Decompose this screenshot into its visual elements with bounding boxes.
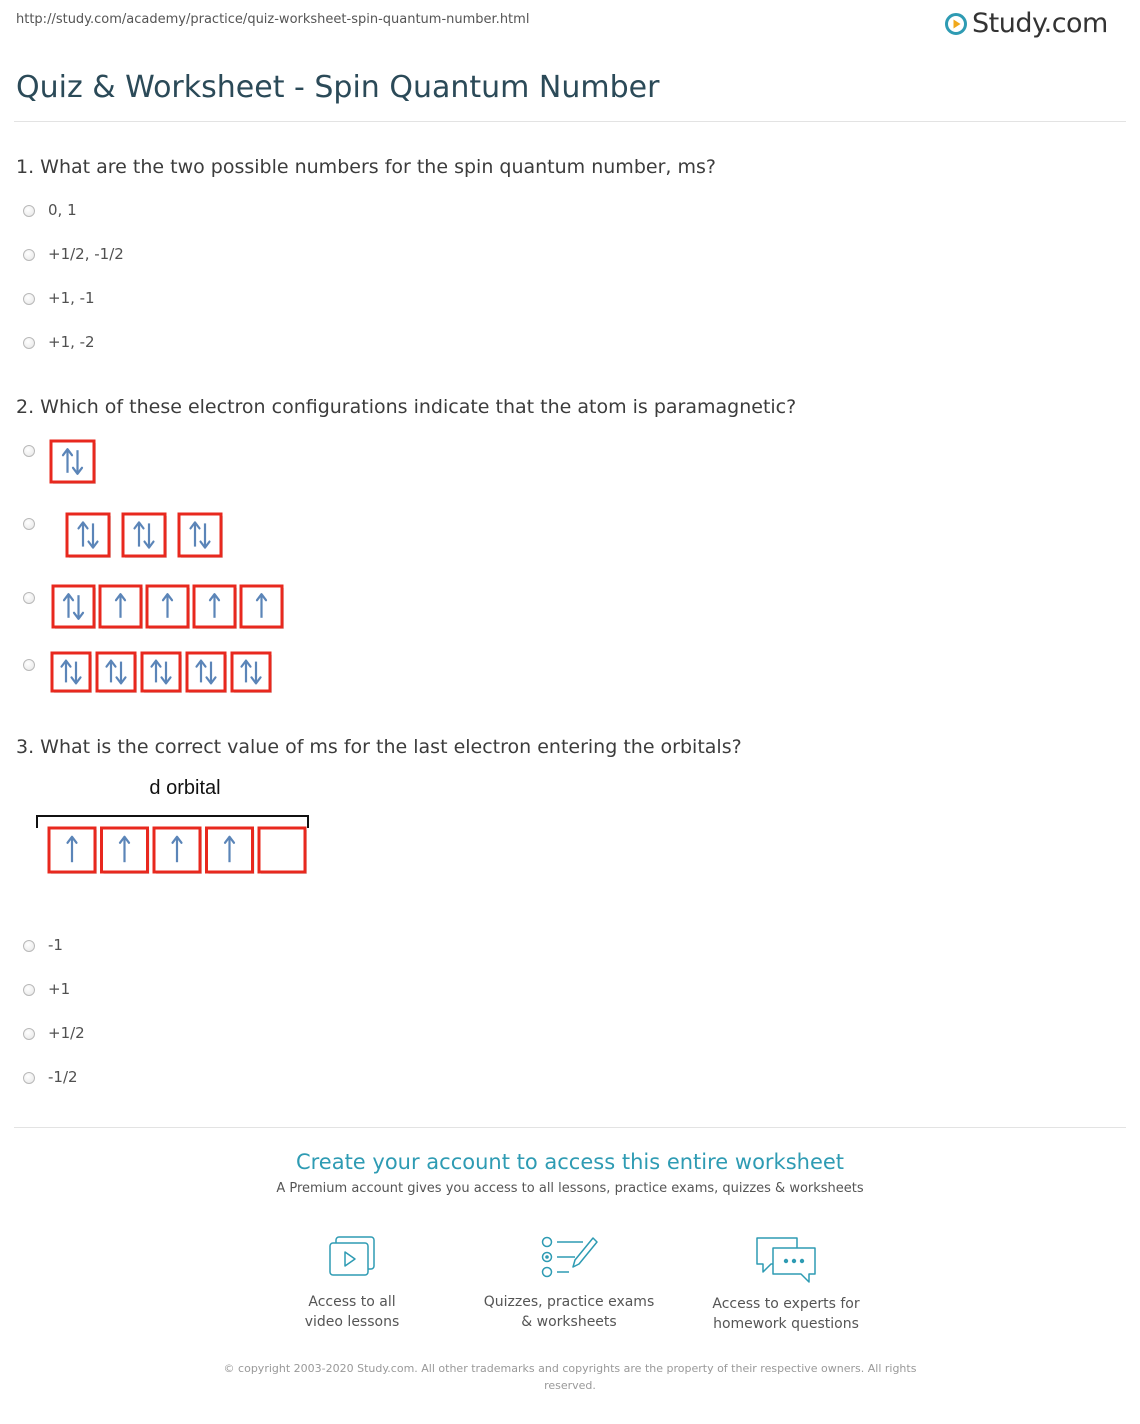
- cta-divider: [14, 1127, 1126, 1128]
- q2-option-4[interactable]: [23, 654, 35, 671]
- q1-option-3[interactable]: [23, 288, 95, 308]
- q1-option-1[interactable]: [23, 200, 77, 220]
- d-orbital-label: d orbital: [149, 777, 221, 799]
- radio-button[interactable]: [23, 592, 35, 604]
- orbital-box: [123, 514, 167, 558]
- cta-title[interactable]: Create your account to access this entire worksheet: [295, 1150, 845, 1174]
- option-label: +1, -1: [48, 289, 95, 307]
- q2-option-1[interactable]: [23, 440, 35, 457]
- orbital-box: [179, 514, 223, 558]
- option-label: 0, 1: [48, 201, 77, 219]
- q3-option-2[interactable]: [23, 979, 70, 999]
- orbital-box: [142, 653, 182, 693]
- orbital-box: [147, 586, 190, 629]
- q3-option-1[interactable]: [23, 935, 63, 955]
- play-logo-icon: [944, 12, 968, 36]
- d-orbital-figure: [30, 772, 320, 882]
- radio-button[interactable]: [23, 293, 35, 305]
- option-label: +1/2: [48, 1024, 85, 1042]
- orbital-box: [154, 828, 202, 874]
- copyright: © copyright 2003-2020 Study.com. All other trademarks and copyrights are the property of their respective owners. All rights reserved.: [223, 1362, 917, 1392]
- study-logo[interactable]: [944, 8, 1108, 39]
- question-1: 1. What are the two possible numbers for the spin quantum number, ms?: [16, 156, 716, 178]
- feature-quizzes: [469, 1234, 669, 1332]
- orbital-box: [53, 586, 96, 629]
- orbital-bracket: [37, 816, 308, 828]
- orbital-box: [232, 653, 272, 693]
- page-url: http://study.com/academy/practice/quiz-worksheet-spin-quantum-number.html: [16, 12, 530, 27]
- orbital-box: [97, 653, 137, 693]
- orbital-box: [194, 586, 237, 629]
- q2-option-3-diagram: [48, 583, 288, 633]
- orbital-box: [102, 828, 150, 874]
- q1-option-2[interactable]: [23, 244, 124, 264]
- orbital-box: [49, 828, 97, 874]
- q3-option-4[interactable]: [23, 1067, 78, 1087]
- orbital-box: [241, 586, 284, 629]
- option-label: -1/2: [48, 1068, 78, 1086]
- question-3: 3. What is the correct value of ms for the last electron entering the orbitals?: [16, 736, 742, 758]
- option-label: +1: [48, 980, 71, 998]
- q2-option-3[interactable]: [23, 587, 35, 604]
- radio-button[interactable]: [23, 445, 35, 457]
- q1-option-4[interactable]: [23, 332, 95, 352]
- radio-button[interactable]: [23, 1072, 35, 1084]
- radio-button[interactable]: [23, 940, 35, 952]
- option-label: +1, -2: [48, 333, 95, 351]
- radio-button[interactable]: [23, 249, 35, 261]
- radio-button[interactable]: [23, 984, 35, 996]
- quizzes-icon: [539, 1234, 599, 1282]
- experts-chat-icon: [753, 1234, 819, 1284]
- orbital-box: [187, 653, 227, 693]
- page-title: Quiz & Worksheet - Spin Quantum Number: [16, 70, 660, 105]
- title-divider: [14, 121, 1126, 122]
- radio-button[interactable]: [23, 1028, 35, 1040]
- orbital-box: [51, 441, 96, 484]
- question-2: 2. Which of these electron configurations indicate that the atom is paramagnetic?: [16, 396, 797, 418]
- video-lessons-icon: [326, 1234, 378, 1282]
- orbital-box: [207, 828, 255, 874]
- orbital-box: [100, 586, 143, 629]
- q2-option-2[interactable]: [23, 513, 35, 530]
- feature-text: Access to experts for homework questions: [712, 1296, 860, 1332]
- cta-subtitle: A Premium account gives you access to all lessons, practice exams, quizzes & worksheets: [276, 1181, 864, 1196]
- feature-text: Quizzes, practice exams & worksheets: [483, 1294, 655, 1330]
- option-label: -1: [48, 936, 63, 954]
- q3-option-3[interactable]: [23, 1023, 85, 1043]
- feature-video-lessons: [252, 1234, 452, 1332]
- logo-text: Study.com: [972, 8, 1108, 39]
- q2-option-4-diagram: [48, 650, 274, 696]
- radio-button[interactable]: [23, 659, 35, 671]
- feature-text: Access to all video lessons: [304, 1294, 400, 1330]
- radio-button[interactable]: [23, 337, 35, 349]
- radio-button[interactable]: [23, 205, 35, 217]
- option-label: +1/2, -1/2: [48, 245, 124, 263]
- q2-option-1-diagram: [48, 438, 100, 488]
- q2-option-2-diagram: [64, 511, 230, 561]
- orbital-box: [52, 653, 92, 693]
- orbital-box: [67, 514, 111, 558]
- radio-button[interactable]: [23, 518, 35, 530]
- orbital-box: [259, 828, 307, 874]
- feature-experts: [686, 1234, 886, 1334]
